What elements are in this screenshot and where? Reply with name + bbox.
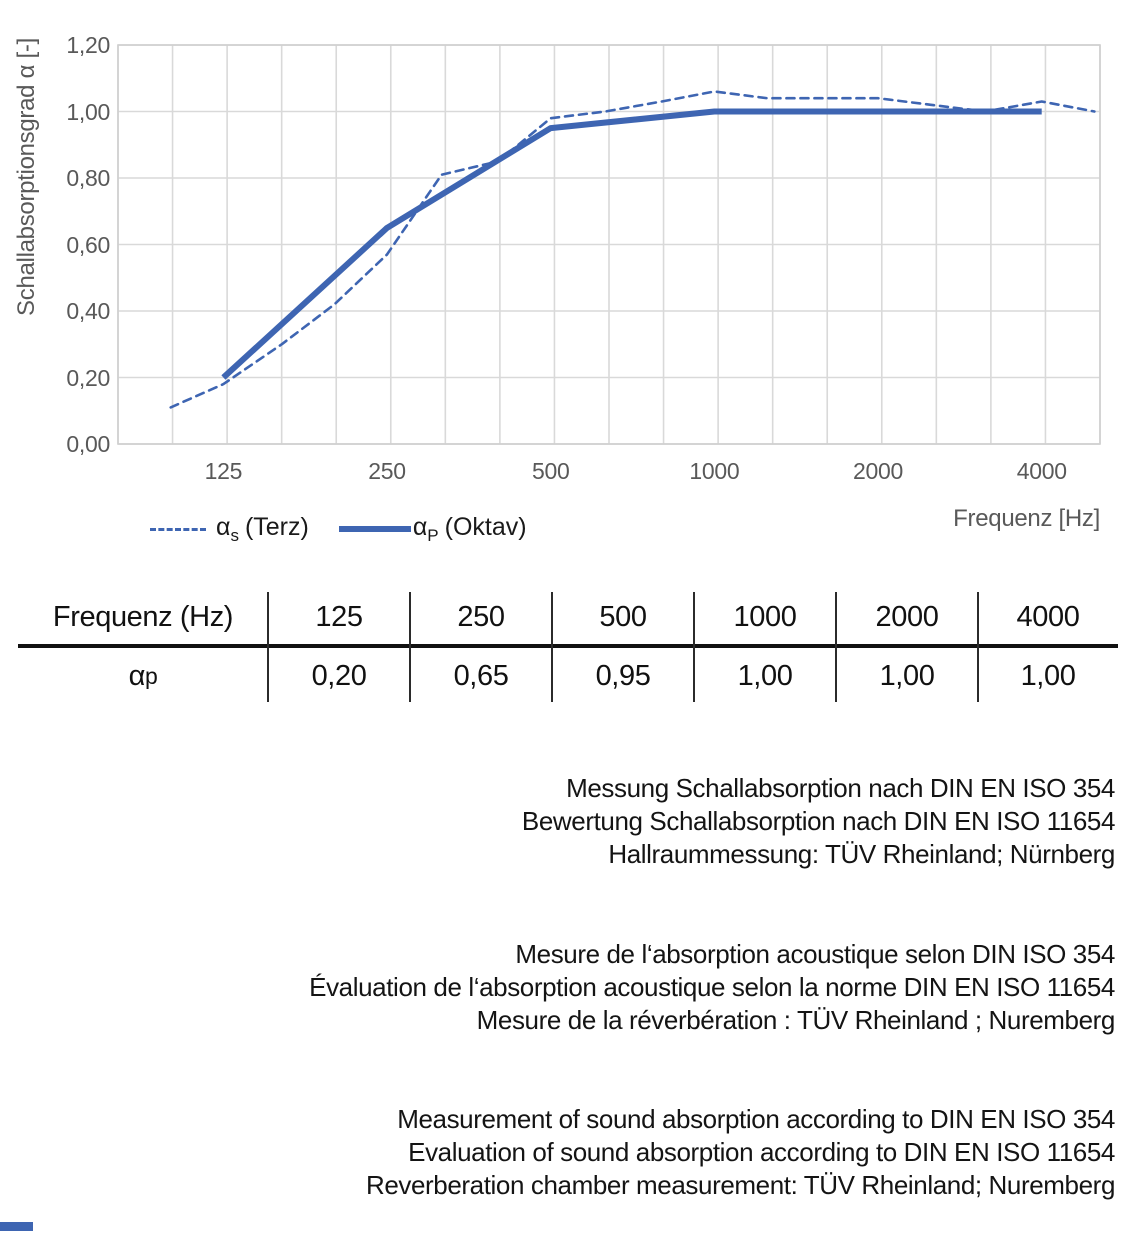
y-tick-label: 1,20	[66, 32, 110, 58]
table-value-1000: 1,00	[737, 659, 793, 692]
table-row-label-alpha-p: α p	[128, 659, 158, 692]
y-tick-label: 0,60	[66, 231, 110, 258]
solid-line-swatch-icon	[339, 526, 411, 532]
dashed-line-swatch-icon	[150, 528, 206, 531]
chart-legend	[150, 508, 527, 550]
legend-item-terz	[150, 513, 309, 546]
x-axis-title: Frequenz [Hz]	[953, 505, 1100, 532]
notes-french	[0, 938, 1115, 1037]
note-line: Evaluation of sound absorption according to DIN EN ISO 11654	[408, 1137, 1115, 1167]
table-column-divider	[551, 592, 553, 702]
series-terz-line	[171, 92, 1095, 408]
table-value-2000: 1,00	[879, 659, 935, 692]
table-value-500: 0,95	[595, 659, 651, 692]
legend-item-oktav	[339, 513, 527, 546]
legend-label-terz: $\alpha_s$ (Terz)	[216, 512, 309, 545]
table-header-4000: 4000	[1016, 601, 1080, 633]
x-tick-label: 125	[204, 458, 243, 484]
table-header-frequency: Frequenz (Hz)	[52, 601, 234, 633]
x-tick-label: 4000	[1016, 458, 1067, 484]
note-line: Bewertung Schallabsorption nach DIN EN ISO 11654	[521, 806, 1115, 836]
x-tick-label: 1000	[689, 458, 740, 484]
x-tick-label: 500	[531, 458, 570, 484]
table-column-divider	[835, 592, 837, 702]
y-tick-label: 0,40	[66, 298, 110, 324]
y-tick-label: 0,80	[66, 165, 110, 191]
table-value-4000: 1,00	[1020, 659, 1076, 692]
table-header-250: 250	[457, 601, 505, 633]
y-axis-title: Schallabsorptionsgrad α [-]	[13, 38, 40, 316]
note-line: Évaluation de l‘absorption acoustique selon la norme DIN EN ISO 11654	[309, 972, 1115, 1002]
table-column-divider	[693, 592, 695, 702]
table-value-125: 0,20	[311, 659, 367, 692]
note-line: Hallraummessung: TÜV Rheinland; Nürnberg	[608, 839, 1115, 869]
table-header-1000: 1000	[733, 601, 797, 633]
note-line: Mesure de l‘absorption acoustique selon DIN ISO 354	[515, 939, 1115, 969]
note-line: Reverberation chamber measurement: TÜV Rheinland; Nuremberg	[365, 1170, 1115, 1200]
y-tick-label: 0,20	[66, 364, 110, 391]
table-header-125: 125	[315, 601, 363, 633]
notes-german	[0, 772, 1115, 871]
y-tick-label: 0,00	[66, 431, 110, 457]
absorption-table	[18, 590, 1118, 704]
table-header-500: 500	[599, 601, 647, 633]
x-tick-label: 250	[368, 458, 406, 484]
note-line: Measurement of sound absorption according to DIN EN ISO 354	[397, 1104, 1115, 1134]
notes-english	[0, 1103, 1115, 1202]
table-header-row	[18, 590, 1118, 645]
x-tick-label: 2000	[853, 458, 904, 484]
footer-brand-bar	[0, 1222, 33, 1231]
note-line: Mesure de la réverbération : TÜV Rheinland ; Nuremberg	[476, 1005, 1115, 1035]
legend-label-oktav: $\alpha_P$ (Oktav)	[412, 512, 527, 545]
note-line: Messung Schallabsorption nach DIN EN ISO 354	[566, 773, 1115, 803]
table-header-2000: 2000	[875, 601, 939, 633]
table-value-row	[18, 648, 1118, 704]
table-column-divider	[409, 592, 411, 702]
table-value-250: 0,65	[453, 659, 509, 692]
y-tick-label: 1,00	[66, 98, 110, 125]
table-column-divider	[977, 592, 979, 702]
table-column-divider	[267, 592, 269, 702]
